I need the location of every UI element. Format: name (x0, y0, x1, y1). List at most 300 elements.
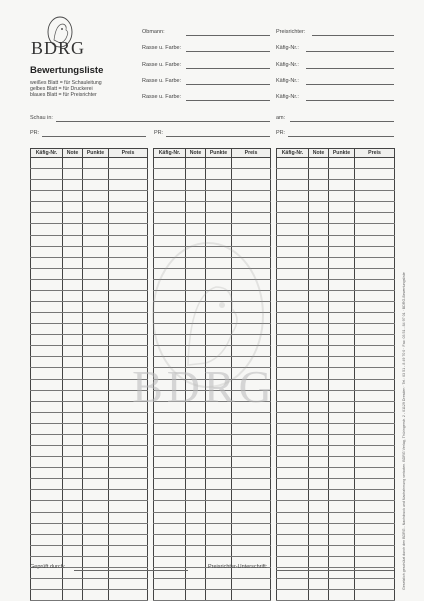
table-cell[interactable] (355, 324, 395, 335)
table-cell[interactable] (309, 158, 329, 169)
table-cell[interactable] (232, 457, 271, 468)
table-cell[interactable] (329, 534, 355, 545)
table-cell[interactable] (309, 302, 329, 313)
table-cell[interactable] (206, 523, 232, 534)
table-cell[interactable] (232, 412, 271, 423)
table-cell[interactable] (329, 235, 355, 246)
table-cell[interactable] (206, 434, 232, 445)
table-cell[interactable] (83, 479, 109, 490)
table-cell[interactable] (355, 578, 395, 589)
table-cell[interactable] (31, 202, 63, 213)
table-cell[interactable] (206, 158, 232, 169)
table-cell[interactable] (83, 158, 109, 169)
am-field[interactable] (290, 121, 394, 122)
table-cell[interactable] (309, 390, 329, 401)
table-cell[interactable] (355, 246, 395, 257)
table-cell[interactable] (232, 213, 271, 224)
table-cell[interactable] (31, 390, 63, 401)
table-cell[interactable] (206, 412, 232, 423)
table-cell[interactable] (232, 468, 271, 479)
table-cell[interactable] (309, 169, 329, 180)
table-cell[interactable] (83, 191, 109, 202)
table-cell[interactable] (83, 590, 109, 601)
table-cell[interactable] (31, 379, 63, 390)
table-cell[interactable] (309, 279, 329, 290)
table-cell[interactable] (31, 158, 63, 169)
table-cell[interactable] (109, 490, 148, 501)
table-cell[interactable] (109, 279, 148, 290)
table-cell[interactable] (232, 313, 271, 324)
table-cell[interactable] (63, 279, 83, 290)
table-cell[interactable] (329, 390, 355, 401)
table-cell[interactable] (232, 335, 271, 346)
table-cell[interactable] (83, 324, 109, 335)
table-cell[interactable] (329, 224, 355, 235)
table-cell[interactable] (83, 213, 109, 224)
table-cell[interactable] (186, 556, 206, 567)
table-cell[interactable] (309, 490, 329, 501)
table-cell[interactable] (232, 578, 271, 589)
table-cell[interactable] (31, 246, 63, 257)
table-cell[interactable] (232, 290, 271, 301)
table-cell[interactable] (355, 446, 395, 457)
table-cell[interactable] (329, 379, 355, 390)
table-cell[interactable] (309, 346, 329, 357)
table-cell[interactable] (186, 335, 206, 346)
table-cell[interactable] (83, 512, 109, 523)
table-cell[interactable] (309, 224, 329, 235)
table-cell[interactable] (206, 302, 232, 313)
table-cell[interactable] (186, 423, 206, 434)
table-cell[interactable] (206, 324, 232, 335)
table-cell[interactable] (83, 235, 109, 246)
table-cell[interactable] (232, 235, 271, 246)
table-cell[interactable] (309, 401, 329, 412)
table-cell[interactable] (31, 479, 63, 490)
table-cell[interactable] (109, 180, 148, 191)
table-cell[interactable] (109, 523, 148, 534)
table-cell[interactable] (154, 257, 186, 268)
table-cell[interactable] (355, 224, 395, 235)
table-cell[interactable] (109, 423, 148, 434)
table-cell[interactable] (186, 246, 206, 257)
table-cell[interactable] (186, 346, 206, 357)
table-cell[interactable] (109, 213, 148, 224)
table-cell[interactable] (206, 235, 232, 246)
table-cell[interactable] (329, 180, 355, 191)
table-cell[interactable] (109, 302, 148, 313)
table-cell[interactable] (186, 180, 206, 191)
table-cell[interactable] (154, 578, 186, 589)
table-cell[interactable] (154, 169, 186, 180)
table-cell[interactable] (63, 379, 83, 390)
table-cell[interactable] (355, 191, 395, 202)
table-cell[interactable] (277, 534, 309, 545)
table-cell[interactable] (83, 434, 109, 445)
table-cell[interactable] (277, 501, 309, 512)
table-cell[interactable] (186, 446, 206, 457)
table-cell[interactable] (232, 346, 271, 357)
table-cell[interactable] (109, 578, 148, 589)
table-cell[interactable] (277, 169, 309, 180)
table-cell[interactable] (232, 590, 271, 601)
table-cell[interactable] (206, 335, 232, 346)
table-cell[interactable] (83, 290, 109, 301)
table-cell[interactable] (206, 457, 232, 468)
table-cell[interactable] (109, 158, 148, 169)
table-cell[interactable] (309, 180, 329, 191)
table-cell[interactable] (63, 556, 83, 567)
pr-field[interactable] (166, 136, 270, 137)
table-cell[interactable] (154, 523, 186, 534)
table-cell[interactable] (186, 302, 206, 313)
table-cell[interactable] (154, 512, 186, 523)
table-cell[interactable] (206, 290, 232, 301)
table-cell[interactable] (206, 479, 232, 490)
table-cell[interactable] (277, 279, 309, 290)
table-cell[interactable] (232, 523, 271, 534)
table-cell[interactable] (309, 368, 329, 379)
table-cell[interactable] (355, 335, 395, 346)
table-cell[interactable] (186, 534, 206, 545)
table-cell[interactable] (154, 446, 186, 457)
table-cell[interactable] (206, 423, 232, 434)
table-cell[interactable] (329, 368, 355, 379)
table-cell[interactable] (232, 479, 271, 490)
table-cell[interactable] (109, 257, 148, 268)
table-cell[interactable] (31, 457, 63, 468)
table-cell[interactable] (355, 556, 395, 567)
table-cell[interactable] (329, 512, 355, 523)
rasse-farbe-field[interactable] (186, 68, 270, 69)
table-cell[interactable] (154, 290, 186, 301)
table-cell[interactable] (83, 545, 109, 556)
table-cell[interactable] (186, 545, 206, 556)
table-cell[interactable] (31, 468, 63, 479)
table-cell[interactable] (329, 268, 355, 279)
table-cell[interactable] (63, 578, 83, 589)
table-cell[interactable] (154, 479, 186, 490)
geprueft-field[interactable] (74, 570, 188, 571)
table-cell[interactable] (355, 434, 395, 445)
table-cell[interactable] (309, 523, 329, 534)
table-cell[interactable] (109, 479, 148, 490)
table-cell[interactable] (154, 490, 186, 501)
table-cell[interactable] (109, 313, 148, 324)
table-cell[interactable] (232, 512, 271, 523)
table-cell[interactable] (186, 468, 206, 479)
table-cell[interactable] (355, 423, 395, 434)
table-cell[interactable] (232, 257, 271, 268)
table-cell[interactable] (63, 158, 83, 169)
table-cell[interactable] (186, 578, 206, 589)
table-cell[interactable] (309, 235, 329, 246)
table-cell[interactable] (109, 446, 148, 457)
table-cell[interactable] (83, 501, 109, 512)
table-cell[interactable] (355, 590, 395, 601)
table-cell[interactable] (31, 290, 63, 301)
table-cell[interactable] (329, 578, 355, 589)
table-cell[interactable] (329, 324, 355, 335)
table-cell[interactable] (277, 479, 309, 490)
table-cell[interactable] (31, 368, 63, 379)
table-cell[interactable] (63, 202, 83, 213)
table-cell[interactable] (329, 457, 355, 468)
table-cell[interactable] (154, 457, 186, 468)
table-cell[interactable] (355, 479, 395, 490)
table-cell[interactable] (232, 501, 271, 512)
table-cell[interactable] (232, 545, 271, 556)
table-cell[interactable] (206, 224, 232, 235)
table-cell[interactable] (31, 257, 63, 268)
table-cell[interactable] (206, 512, 232, 523)
table-cell[interactable] (232, 202, 271, 213)
table-cell[interactable] (232, 268, 271, 279)
table-cell[interactable] (329, 423, 355, 434)
table-cell[interactable] (154, 246, 186, 257)
table-cell[interactable] (154, 468, 186, 479)
table-cell[interactable] (329, 501, 355, 512)
table-cell[interactable] (355, 346, 395, 357)
table-cell[interactable] (186, 512, 206, 523)
table-cell[interactable] (186, 434, 206, 445)
obmann-field[interactable] (186, 35, 270, 36)
table-cell[interactable] (355, 279, 395, 290)
table-cell[interactable] (63, 302, 83, 313)
table-cell[interactable] (329, 590, 355, 601)
table-cell[interactable] (186, 268, 206, 279)
table-cell[interactable] (186, 158, 206, 169)
table-cell[interactable] (232, 180, 271, 191)
table-cell[interactable] (63, 390, 83, 401)
table-cell[interactable] (277, 457, 309, 468)
table-cell[interactable] (31, 213, 63, 224)
table-cell[interactable] (329, 279, 355, 290)
table-cell[interactable] (277, 434, 309, 445)
table-cell[interactable] (355, 213, 395, 224)
rasse-farbe-field[interactable] (186, 100, 270, 101)
table-cell[interactable] (277, 180, 309, 191)
table-cell[interactable] (309, 202, 329, 213)
table-cell[interactable] (355, 169, 395, 180)
table-cell[interactable] (232, 224, 271, 235)
pr-field[interactable] (288, 136, 394, 137)
table-cell[interactable] (83, 257, 109, 268)
table-cell[interactable] (63, 468, 83, 479)
table-cell[interactable] (109, 590, 148, 601)
table-cell[interactable] (154, 202, 186, 213)
table-cell[interactable] (277, 346, 309, 357)
table-cell[interactable] (63, 523, 83, 534)
unterschrift-field[interactable] (276, 570, 394, 571)
table-cell[interactable] (309, 512, 329, 523)
table-cell[interactable] (232, 324, 271, 335)
table-cell[interactable] (355, 158, 395, 169)
table-cell[interactable] (309, 257, 329, 268)
table-cell[interactable] (109, 290, 148, 301)
table-cell[interactable] (329, 213, 355, 224)
table-cell[interactable] (309, 357, 329, 368)
table-cell[interactable] (355, 302, 395, 313)
table-cell[interactable] (186, 169, 206, 180)
table-cell[interactable] (232, 169, 271, 180)
table-cell[interactable] (309, 578, 329, 589)
table-cell[interactable] (277, 490, 309, 501)
table-cell[interactable] (63, 268, 83, 279)
table-cell[interactable] (206, 169, 232, 180)
table-cell[interactable] (277, 290, 309, 301)
table-cell[interactable] (63, 501, 83, 512)
table-cell[interactable] (329, 468, 355, 479)
table-cell[interactable] (206, 545, 232, 556)
table-cell[interactable] (31, 235, 63, 246)
table-cell[interactable] (232, 490, 271, 501)
table-cell[interactable] (309, 556, 329, 567)
table-cell[interactable] (309, 479, 329, 490)
table-cell[interactable] (109, 169, 148, 180)
table-cell[interactable] (109, 457, 148, 468)
table-cell[interactable] (355, 313, 395, 324)
table-cell[interactable] (329, 257, 355, 268)
table-cell[interactable] (355, 412, 395, 423)
table-cell[interactable] (277, 446, 309, 457)
table-cell[interactable] (309, 590, 329, 601)
table-cell[interactable] (154, 268, 186, 279)
table-cell[interactable] (277, 545, 309, 556)
table-cell[interactable] (186, 590, 206, 601)
table-cell[interactable] (355, 357, 395, 368)
table-cell[interactable] (329, 290, 355, 301)
table-cell[interactable] (186, 567, 206, 578)
table-cell[interactable] (83, 346, 109, 357)
table-cell[interactable] (154, 534, 186, 545)
table-cell[interactable] (109, 191, 148, 202)
table-cell[interactable] (355, 390, 395, 401)
table-cell[interactable] (206, 534, 232, 545)
table-cell[interactable] (206, 202, 232, 213)
table-cell[interactable] (355, 290, 395, 301)
table-cell[interactable] (355, 401, 395, 412)
table-cell[interactable] (277, 202, 309, 213)
table-cell[interactable] (329, 302, 355, 313)
table-cell[interactable] (154, 224, 186, 235)
table-cell[interactable] (83, 490, 109, 501)
table-cell[interactable] (63, 512, 83, 523)
table-cell[interactable] (83, 457, 109, 468)
table-cell[interactable] (186, 257, 206, 268)
table-cell[interactable] (154, 423, 186, 434)
table-cell[interactable] (154, 191, 186, 202)
table-cell[interactable] (83, 246, 109, 257)
table-cell[interactable] (186, 523, 206, 534)
table-cell[interactable] (309, 412, 329, 423)
table-cell[interactable] (277, 512, 309, 523)
table-cell[interactable] (109, 412, 148, 423)
table-cell[interactable] (83, 180, 109, 191)
table-cell[interactable] (63, 169, 83, 180)
table-cell[interactable] (355, 235, 395, 246)
table-cell[interactable] (83, 169, 109, 180)
table-cell[interactable] (277, 468, 309, 479)
table-cell[interactable] (109, 235, 148, 246)
table-cell[interactable] (109, 335, 148, 346)
table-cell[interactable] (63, 257, 83, 268)
table-cell[interactable] (355, 534, 395, 545)
table-cell[interactable] (63, 180, 83, 191)
table-cell[interactable] (309, 290, 329, 301)
table-cell[interactable] (31, 191, 63, 202)
table-cell[interactable] (329, 246, 355, 257)
table-cell[interactable] (63, 213, 83, 224)
table-cell[interactable] (154, 556, 186, 567)
table-cell[interactable] (232, 434, 271, 445)
table-cell[interactable] (31, 490, 63, 501)
table-cell[interactable] (31, 412, 63, 423)
table-cell[interactable] (329, 523, 355, 534)
table-cell[interactable] (63, 246, 83, 257)
table-cell[interactable] (109, 224, 148, 235)
table-cell[interactable] (186, 191, 206, 202)
table-cell[interactable] (309, 335, 329, 346)
table-cell[interactable] (277, 335, 309, 346)
table-cell[interactable] (277, 235, 309, 246)
table-cell[interactable] (355, 257, 395, 268)
table-cell[interactable] (232, 423, 271, 434)
table-cell[interactable] (355, 512, 395, 523)
table-cell[interactable] (355, 523, 395, 534)
kaefig-nr-field[interactable] (306, 51, 394, 52)
table-cell[interactable] (63, 490, 83, 501)
table-cell[interactable] (277, 191, 309, 202)
table-cell[interactable] (83, 556, 109, 567)
table-cell[interactable] (186, 290, 206, 301)
table-cell[interactable] (186, 412, 206, 423)
table-cell[interactable] (232, 279, 271, 290)
table-cell[interactable] (31, 446, 63, 457)
table-cell[interactable] (186, 501, 206, 512)
table-cell[interactable] (31, 501, 63, 512)
table-cell[interactable] (309, 268, 329, 279)
table-cell[interactable] (186, 224, 206, 235)
table-cell[interactable] (63, 346, 83, 357)
table-cell[interactable] (206, 213, 232, 224)
table-cell[interactable] (154, 235, 186, 246)
table-cell[interactable] (309, 545, 329, 556)
kaefig-nr-field[interactable] (306, 68, 394, 69)
table-cell[interactable] (277, 523, 309, 534)
schau-in-field[interactable] (56, 121, 270, 122)
table-cell[interactable] (329, 202, 355, 213)
table-cell[interactable] (309, 213, 329, 224)
table-cell[interactable] (31, 268, 63, 279)
table-cell[interactable] (109, 202, 148, 213)
table-cell[interactable] (109, 246, 148, 257)
table-cell[interactable] (186, 202, 206, 213)
table-cell[interactable] (31, 357, 63, 368)
table-cell[interactable] (277, 268, 309, 279)
table-cell[interactable] (154, 302, 186, 313)
table-cell[interactable] (154, 545, 186, 556)
table-cell[interactable] (63, 479, 83, 490)
table-cell[interactable] (277, 578, 309, 589)
preisrichter-field[interactable] (312, 35, 394, 36)
table-cell[interactable] (31, 180, 63, 191)
table-cell[interactable] (277, 224, 309, 235)
table-cell[interactable] (232, 302, 271, 313)
table-cell[interactable] (31, 224, 63, 235)
table-cell[interactable] (309, 534, 329, 545)
table-cell[interactable] (31, 545, 63, 556)
